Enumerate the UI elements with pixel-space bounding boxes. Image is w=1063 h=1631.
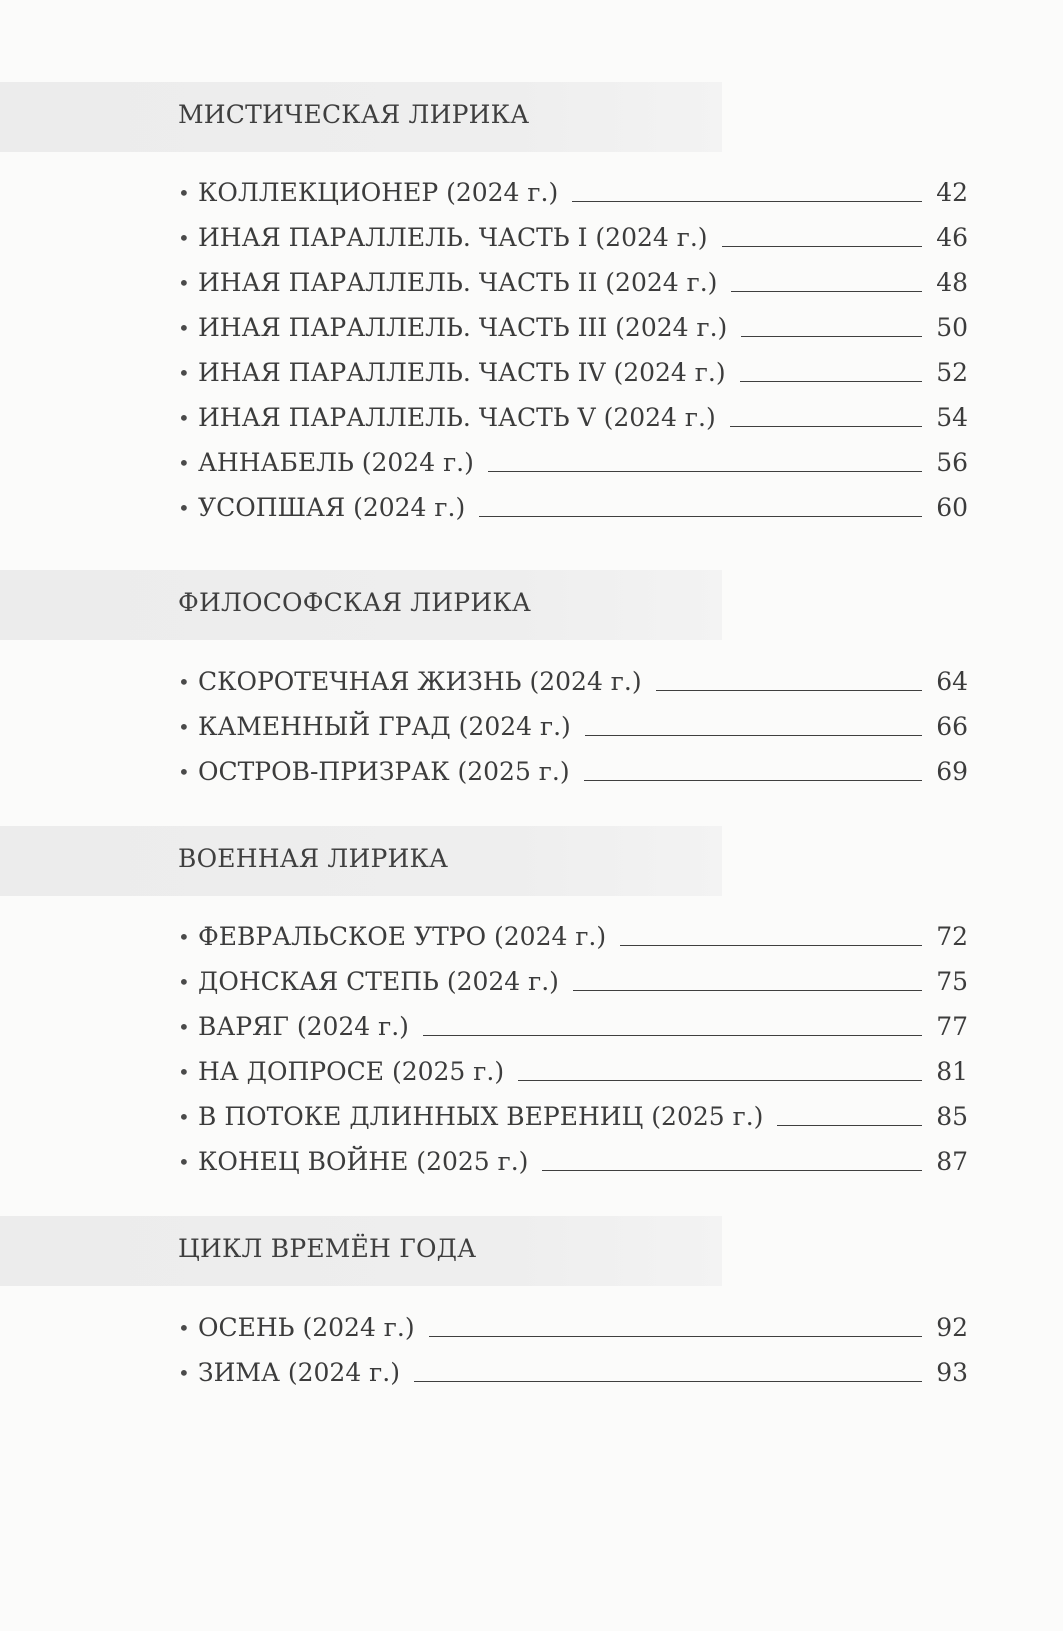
bullet-icon: •: [178, 181, 190, 205]
section-title-mystic: МИСТИЧЕСКАЯ ЛИРИКА: [178, 100, 530, 129]
toc-entry[interactable]: [178, 442, 968, 478]
entry-page-number: 87: [936, 1147, 968, 1176]
entry-title: ФЕВРАЛЬСКОЕ УТРО (2024 г.): [198, 922, 607, 951]
toc-entry[interactable]: [178, 706, 968, 742]
bullet-icon: •: [178, 670, 190, 694]
bullet-icon: •: [178, 760, 190, 784]
entry-title: АННАБЕЛЬ (2024 г.): [198, 448, 474, 477]
entry-page-number: 48: [936, 268, 968, 297]
leader-line: [731, 291, 922, 292]
bullet-icon: •: [178, 271, 190, 295]
entry-page-number: 75: [936, 967, 968, 996]
entry-page-number: 72: [936, 922, 968, 951]
section-title-military: ВОЕННАЯ ЛИРИКА: [178, 844, 449, 873]
toc-entry[interactable]: [178, 751, 968, 787]
bullet-icon: •: [178, 451, 190, 475]
leader-line: [488, 471, 922, 472]
entry-title: ОСТРОВ-ПРИЗРАК (2025 г.): [198, 757, 570, 786]
entry-title: ИНАЯ ПАРАЛЛЕЛЬ. ЧАСТЬ III (2024 г.): [198, 313, 728, 342]
leader-line: [741, 336, 922, 337]
leader-line: [656, 690, 922, 691]
entry-title: УСОПШАЯ (2024 г.): [198, 493, 466, 522]
toc-entry[interactable]: [178, 661, 968, 697]
toc-entry[interactable]: [178, 172, 968, 208]
toc-entry[interactable]: [178, 1307, 968, 1343]
entry-page-number: 93: [936, 1358, 968, 1387]
entry-title: ИНАЯ ПАРАЛЛЕЛЬ. ЧАСТЬ I (2024 г.): [198, 223, 708, 252]
bullet-icon: •: [178, 1105, 190, 1129]
bullet-icon: •: [178, 406, 190, 430]
bullet-icon: •: [178, 226, 190, 250]
leader-line: [573, 990, 922, 991]
leader-line: [740, 381, 922, 382]
leader-line: [584, 780, 922, 781]
bullet-icon: •: [178, 715, 190, 739]
bullet-icon: •: [178, 361, 190, 385]
entry-page-number: 46: [936, 223, 968, 252]
toc-entry[interactable]: [178, 487, 968, 523]
entry-title: КАМЕННЫЙ ГРАД (2024 г.): [198, 712, 571, 741]
toc-entry[interactable]: [178, 1352, 968, 1388]
section-title-seasons: ЦИКЛ ВРЕМЁН ГОДА: [178, 1234, 477, 1263]
entry-page-number: 69: [936, 757, 968, 786]
leader-line: [620, 945, 922, 946]
leader-line: [585, 735, 922, 736]
entry-title: КОНЕЦ ВОЙНЕ (2025 г.): [198, 1147, 529, 1176]
toc-entry[interactable]: [178, 397, 968, 433]
toc-entry[interactable]: [178, 307, 968, 343]
entry-title: ИНАЯ ПАРАЛЛЕЛЬ. ЧАСТЬ IV (2024 г.): [198, 358, 726, 387]
toc-entry[interactable]: [178, 1051, 968, 1087]
entry-page-number: 64: [936, 667, 968, 696]
section-title-philosophic: ФИЛОСОФСКАЯ ЛИРИКА: [178, 588, 532, 617]
entry-title: В ПОТОКЕ ДЛИННЫХ ВЕРЕНИЦ (2025 г.): [198, 1102, 764, 1131]
entry-title: ИНАЯ ПАРАЛЛЕЛЬ. ЧАСТЬ V (2024 г.): [198, 403, 716, 432]
bullet-icon: •: [178, 970, 190, 994]
bullet-icon: •: [178, 1361, 190, 1385]
entry-title: СКОРОТЕЧНАЯ ЖИЗНЬ (2024 г.): [198, 667, 642, 696]
entry-title: КОЛЛЕКЦИОНЕР (2024 г.): [198, 178, 559, 207]
entry-title: ВАРЯГ (2024 г.): [198, 1012, 409, 1041]
bullet-icon: •: [178, 316, 190, 340]
leader-line: [730, 426, 922, 427]
leader-line: [518, 1080, 922, 1081]
entry-page-number: 42: [936, 178, 968, 207]
toc-entry[interactable]: [178, 262, 968, 298]
entry-page-number: 56: [936, 448, 968, 477]
entry-page-number: 50: [936, 313, 968, 342]
leader-line: [429, 1336, 922, 1337]
toc-entry[interactable]: [178, 916, 968, 952]
entry-page-number: 77: [936, 1012, 968, 1041]
leader-line: [542, 1170, 922, 1171]
toc-entry[interactable]: [178, 1006, 968, 1042]
leader-line: [572, 201, 922, 202]
bullet-icon: •: [178, 925, 190, 949]
entry-page-number: 81: [936, 1057, 968, 1086]
bullet-icon: •: [178, 1015, 190, 1039]
entry-title: ИНАЯ ПАРАЛЛЕЛЬ. ЧАСТЬ II (2024 г.): [198, 268, 718, 297]
entry-title: НА ДОПРОСЕ (2025 г.): [198, 1057, 505, 1086]
entry-page-number: 85: [936, 1102, 968, 1131]
toc-entry[interactable]: [178, 1096, 968, 1132]
entry-page-number: 54: [936, 403, 968, 432]
bullet-icon: •: [178, 1060, 190, 1084]
toc-entry[interactable]: [178, 961, 968, 997]
entry-title: ЗИМА (2024 г.): [198, 1358, 400, 1387]
entry-page-number: 60: [936, 493, 968, 522]
bullet-icon: •: [178, 1316, 190, 1340]
leader-line: [479, 516, 922, 517]
leader-line: [777, 1125, 922, 1126]
leader-line: [414, 1381, 922, 1382]
bullet-icon: •: [178, 1150, 190, 1174]
entry-page-number: 66: [936, 712, 968, 741]
entry-page-number: 92: [936, 1313, 968, 1342]
entry-title: ОСЕНЬ (2024 г.): [198, 1313, 415, 1342]
leader-line: [423, 1035, 922, 1036]
entry-title: ДОНСКАЯ СТЕПЬ (2024 г.): [198, 967, 559, 996]
toc-entry[interactable]: [178, 1141, 968, 1177]
toc-entry[interactable]: [178, 217, 968, 253]
bullet-icon: •: [178, 496, 190, 520]
toc-entry[interactable]: [178, 352, 968, 388]
leader-line: [722, 246, 922, 247]
entry-page-number: 52: [936, 358, 968, 387]
